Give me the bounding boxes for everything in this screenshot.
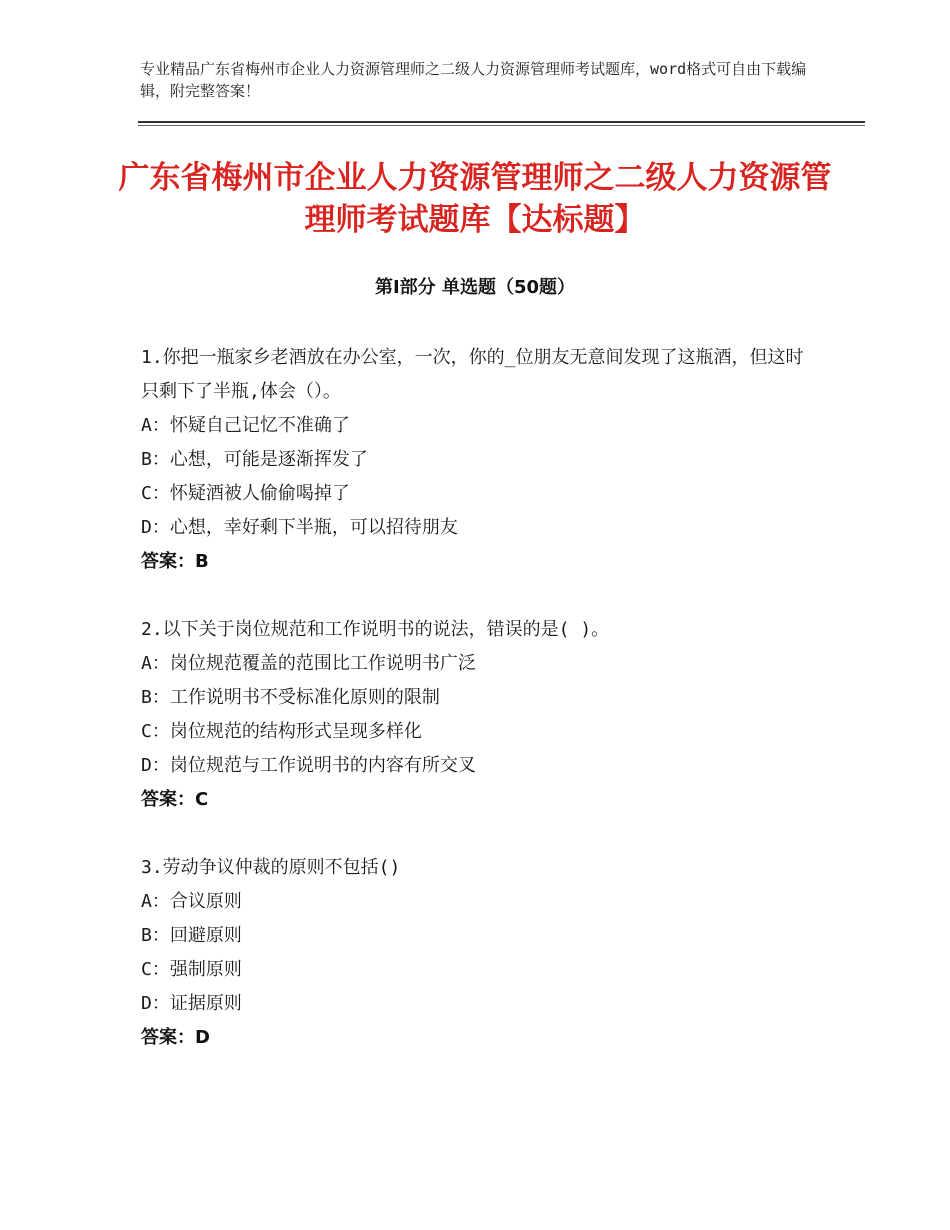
option-b: B：工作说明书不受标准化原则的限制 — [141, 687, 440, 708]
option-b: B：回避原则 — [141, 925, 242, 946]
option-c: C：岗位规范的结构形式呈现多样化 — [141, 721, 422, 742]
answer: 答案：B — [141, 551, 209, 572]
section-heading: 第Ⅰ部分 单选题（50题） — [374, 277, 575, 298]
option-d: D：心想，幸好剩下半瓶，可以招待朋友 — [141, 517, 458, 538]
option-d: D：证据原则 — [141, 993, 242, 1014]
question-1 — [141, 341, 821, 579]
option-a: A：怀疑自己记忆不准确了 — [141, 415, 350, 436]
answer: 答案：C — [141, 789, 209, 810]
option-c: C：怀疑酒被人偷偷喝掉了 — [141, 483, 350, 504]
option-a: A：合议原则 — [141, 891, 242, 912]
option-b: B：心想，可能是逐渐挥发了 — [141, 449, 368, 470]
question-text: 3.劳动争议仲裁的原则不包括() — [141, 857, 401, 878]
header-note: 专业精品广东省梅州市企业人力资源管理师之二级人力资源管理师考试题库，word格式可自由下载编辑，附完整答案！ — [140, 60, 807, 100]
option-a: A：岗位规范覆盖的范围比工作说明书广泛 — [141, 653, 476, 674]
document-title: 广东省梅州市企业人力资源管理师之二级人力资源管理师考试题库【达标题】 — [118, 160, 832, 238]
option-c: C：强制原则 — [141, 959, 242, 980]
question-list — [141, 341, 821, 1089]
option-d: D：岗位规范与工作说明书的内容有所交叉 — [141, 755, 476, 776]
header-divider-thin — [138, 125, 865, 126]
question-2 — [141, 613, 821, 817]
question-3 — [141, 851, 821, 1055]
question-text: 2.以下关于岗位规范和工作说明书的说法，错误的是( )。 — [141, 619, 610, 640]
answer: 答案：D — [141, 1027, 210, 1048]
header-divider-thick — [138, 121, 865, 123]
question-text: 1.你把一瓶家乡老酒放在办公室，一次，你的_位朋友无意间发现了这瓶酒，但这时只剩下了半瓶,体会（）。 — [141, 347, 804, 402]
